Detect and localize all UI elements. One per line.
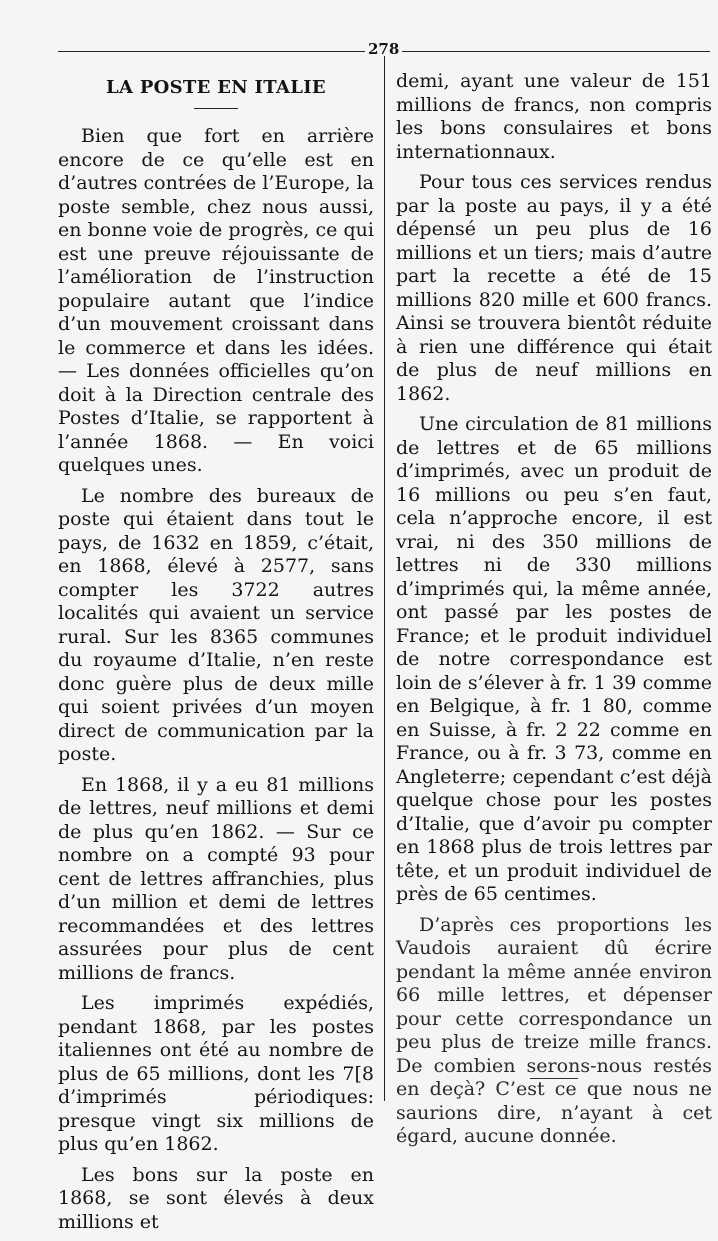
right-column xyxy=(396,70,712,1156)
paragraph: En 1868, il y a eu 81 millions de lettres, neuf millions et demi de plus qu’en 1862. — Sur ce nombre on a compté 93 pour cent de lettres affranchies, plus d’un million et demi de lettres recommandées et des lettres assurées pour plus de cent millions de francs. xyxy=(58,773,374,984)
article-title: LA POSTE EN ITALIE xyxy=(106,77,326,98)
left-column xyxy=(58,68,374,1241)
paragraph-continuation: demi, ayant une valeur de 151 millions de francs, non compris les bons consulaires et bons internationnaux. xyxy=(396,70,712,163)
article-end-rule xyxy=(530,1078,578,1079)
page-number: 278 xyxy=(365,40,402,58)
paragraph: Les bons sur la poste en 1868, se sont élevés à deux millions et xyxy=(58,1163,374,1233)
paragraph: D’après ces proportions les Vaudois auraient dû écrire pendant la même année environ 66 mille lettres, et dépenser pour cette correspondance un peu plus de treize mille francs. De combien serons-nous restés en deçà? C’est ce que nous ne saurions dire, n’ayant à cet égard, aucune donnée. xyxy=(396,913,712,1147)
column-divider xyxy=(384,56,385,1101)
title-underline xyxy=(194,108,238,109)
paragraph: Le nombre des bureaux de poste qui étaient dans tout le pays, de 1632 en 1859, c’était, en 1868, élevé à 2577, sans compter les 3722 autres localités qui avaient un service rural. Sur les 8365 communes du royaume d’Italie, n’en reste donc guère plus de deux mille qui soient privées d’un moyen direct de communication par la poste. xyxy=(58,484,374,765)
paragraph: Pour tous ces services rendus par la poste au pays, il y a été dépensé un peu plus de 16 millions et un tiers; mais d’autre part la recette a été de 15 millions 820 mille et 600 francs. Ainsi se trouvera bientôt réduite à rien une différence qui était de plus de neuf millions en 1862. xyxy=(396,171,712,405)
paragraph: Une circulation de 81 millions de lettres et de 65 millions d’imprimés, avec un produit de 16 millions ou peu s’en faut, cela n’approche encore, il est vrai, ni des 350 millions de lettres ni de 330 millions d’imprimés qui, la même année, ont passé par les postes de France; et le produit individuel de notre correspondance est loin de s’élever à fr. 1 39 comme en Belgique, à fr. 1 80, comme en Suisse, à fr. 2 22 comme en France, ou à fr. 3 73, comme en Angleterre; cependant c’est déjà quelque chose pour les postes d’Italie, que d’avoir pu compter en 1868 plus de trois lettres par tête, et un produit individuel de près de 65 centimes. xyxy=(396,413,712,905)
paragraph: Bien que fort en arrière encore de ce qu’elle est en d’autres contrées de l’Europe, la poste semble, chez nous aussi, en bonne voie de progrès, ce qui est une preuve réjouissante de l’amélioration de l’instruction populaire autant que l’indice d’un mouvement croissant dans le commerce et dans les idées. — Les données officielles qu’on doit à la Direction centrale des Postes d’Italie, se rapportent à l’année 1868. — En voici quelques unes. xyxy=(58,125,374,476)
paragraph: Les imprimés expédiés, pendant 1868, par les postes italiennes ont été au nombre de plus de 65 millions, dont les 7[8 d’imprimés périodiques: presque vingt six millions de plus qu’en 1862. xyxy=(58,992,374,1155)
